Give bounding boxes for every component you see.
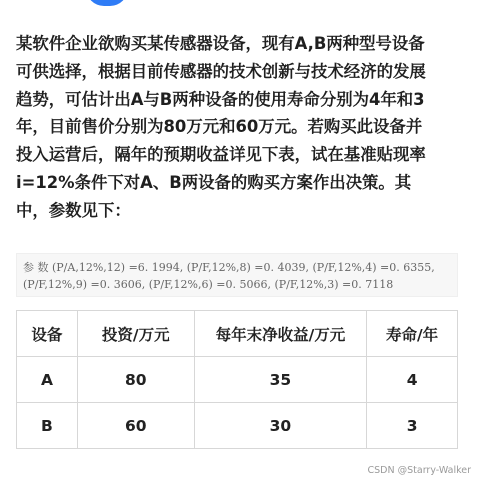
cell-investment: 80: [77, 357, 194, 403]
cell-annual-net-income: 30: [194, 403, 367, 449]
cell-lifespan: 4: [367, 357, 458, 403]
problem-line: 中，参数见下：: [16, 200, 131, 220]
decorative-blue-tab: [86, 0, 128, 6]
problem-line: 某软件企业欲购买某传感器设备，现有A,B两种型号设备: [16, 34, 425, 53]
cell-lifespan: 3: [367, 403, 458, 449]
problem-line: i=12%条件下对A、B两设备的购买方案作出决策。其: [16, 172, 412, 192]
problem-line: 可供选择，根据目前传感器的技术创新与技术经济的发展: [16, 61, 426, 81]
table-row: [17, 403, 458, 449]
table-row: [17, 357, 458, 403]
equipment-table: [16, 310, 458, 449]
parameter-image: [16, 253, 458, 297]
cell-equipment: B: [17, 403, 78, 449]
problem-statement: [16, 30, 468, 225]
header-investment: 投资/万元: [77, 311, 194, 357]
header-annual-net-income: 每年末净收益/万元: [194, 311, 367, 357]
header-equipment: 设备: [17, 311, 78, 357]
table-header-row: [17, 311, 458, 357]
problem-line: 年，目前售价分别为80万元和60万元。若购买此设备并: [16, 117, 423, 137]
cell-annual-net-income: 35: [194, 357, 367, 403]
cell-investment: 60: [77, 403, 194, 449]
header-lifespan: 寿命/年: [367, 311, 458, 357]
csdn-watermark: CSDN @Starry-Walker: [367, 465, 471, 476]
problem-line: 趋势，可估计出A与B两种设备的使用寿命分别为4年和3: [16, 89, 425, 109]
parameter-line-2: (P/F,12%,9) =0. 3606, (P/F,12%,6) =0. 5066, (P/F,12%,3) =0. 7118: [23, 278, 394, 291]
problem-line: 投入运营后，隔年的预期收益详见下表，试在基准贴现率: [16, 145, 426, 165]
cell-equipment: A: [17, 357, 78, 403]
parameter-line-1: 参 数 (P/A,12%,12) =6. 1994, (P/F,12%,8) =0. 4039, (P/F,12%,4) =0. 6355,: [23, 261, 435, 274]
